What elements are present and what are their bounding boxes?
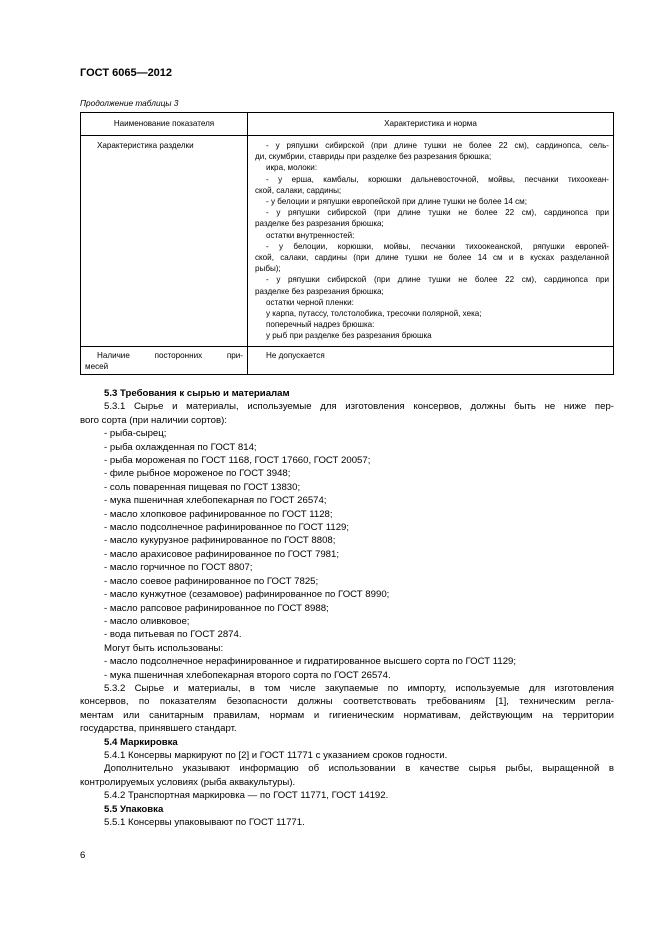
table-cell-value: Не допускается bbox=[266, 350, 325, 360]
table-cell-line: ди, скумбрии, ставриды при разделке без разрезания брюшка; bbox=[255, 152, 492, 162]
list-item: - масло кунжутное (сезамовое) рафинированное по ГОСТ 8990; bbox=[104, 589, 390, 601]
section-heading: 5.4 Маркировка bbox=[104, 736, 178, 748]
list-item: - масло подсолнечное рафинированное по ГОСТ 1129; bbox=[104, 522, 350, 534]
list-item: - масло рапсовое рафинированное по ГОСТ 8988; bbox=[104, 602, 329, 614]
list-item: - рыба-сырец; bbox=[104, 428, 167, 440]
row-name-cell bbox=[81, 346, 248, 374]
table-cell-line: ской, салаки, сардины (при длине тушки не более 14 см и в кусках разделанной bbox=[255, 253, 609, 263]
paragraph-line: 5.4.1 Консервы маркируют по [2] и ГОСТ 11771 с указанием сроков годности. bbox=[104, 749, 448, 761]
section-heading: 5.5 Упаковка bbox=[104, 803, 164, 815]
table-row bbox=[81, 346, 614, 374]
paragraph-line: консервов, по показателям безопасности должны соответствовать требованиям [1], техническим регла- bbox=[80, 696, 614, 708]
list-item: - масло оливковое; bbox=[104, 615, 190, 627]
list-item: - масло арахисовое рафинированное по ГОСТ 7981; bbox=[104, 548, 339, 560]
section-heading: 5.3 Требования к сырью и материалам bbox=[104, 388, 290, 399]
table-cell-line: у карпа, путассу, толстолобика, тресочки полярной, хека; bbox=[266, 309, 482, 319]
row-name: месей bbox=[85, 361, 109, 371]
table-cell-line: - у белоции и ряпушки европейской при длине тушки не более 14 см; bbox=[266, 197, 527, 207]
table-caption: Продолжение таблицы 3 bbox=[80, 98, 179, 108]
table-cell-line: разделке без разрезания брюшка; bbox=[255, 219, 384, 229]
list-item: - соль поваренная пищевая по ГОСТ 13830; bbox=[104, 481, 301, 493]
page-number: 6 bbox=[80, 850, 86, 861]
table-cell-line: поперечный надрез брюшка: bbox=[266, 320, 375, 330]
list-item: - рыба мороженая по ГОСТ 1168, ГОСТ 17660, ГОСТ 20057; bbox=[104, 455, 371, 467]
list-item: - масло горчичное по ГОСТ 8807; bbox=[104, 562, 253, 574]
paragraph-line: 5.5.1 Консервы упаковывают по ГОСТ 11771. bbox=[104, 817, 305, 828]
paragraph-line: Могут быть использованы: bbox=[104, 642, 224, 654]
table-cell-line: рыбы); bbox=[255, 264, 281, 274]
col-header-norm: Характеристика и норма bbox=[248, 113, 614, 136]
paragraph-line: вого сорта (при наличии сортов): bbox=[80, 414, 227, 426]
list-item: - рыба охлажденная по ГОСТ 814; bbox=[104, 441, 257, 453]
row-value-cell bbox=[248, 136, 614, 347]
row-value-cell bbox=[248, 346, 614, 374]
paragraph-line: 5.3.1 Сырье и материалы, используемые для изготовления консервов, должны быть не ниже пер- bbox=[104, 401, 614, 413]
row-name-cell bbox=[81, 136, 248, 347]
list-item: - масло кукурузное рафинированное по ГОСТ 8808; bbox=[104, 535, 336, 547]
table-cell-line: остатки внутренностей: bbox=[266, 230, 355, 240]
col-header-indicator: Наименование показателя bbox=[81, 113, 248, 136]
paragraph-line: 5.3.2 Сырье и материалы, в том числе закупаемые по импорту, используемые для изготовления bbox=[104, 682, 614, 694]
table-cell-line: - у ряпушки сибирской (при длине тушки не более 22 см), сардинопса, сель- bbox=[266, 141, 609, 150]
table-cell-line: - у белоции, корюшки, мойвы, песчанки тихоокеанской, ряпушки европей- bbox=[266, 241, 609, 251]
paragraph-line: 5.4.2 Транспортная маркировка — по ГОСТ 11771, ГОСТ 14192. bbox=[104, 790, 389, 802]
list-item: - масло подсолнечное нерафинированное и гидратированное высшего сорта по ГОСТ 1129; bbox=[104, 656, 517, 668]
paragraph-line: Дополнительно указывают информацию об использовании в качестве сырья рыбы, выращенной в bbox=[104, 763, 614, 775]
table-header-row bbox=[81, 113, 614, 136]
table-cell-line: у рыб при разделке без разрезания брюшка bbox=[266, 331, 432, 341]
table-cell-line: разделке без разрезания брюшка; bbox=[255, 286, 384, 296]
table-cell-line: - у ряпушки сибирской (при длине тушки не более 22 см), сардинопса при bbox=[266, 275, 609, 285]
table-cell-line: - у ряпушки сибирской (при длине тушки не более 22 см), сардинопса при bbox=[266, 208, 609, 218]
list-item: - вода питьевая по ГОСТ 2874. bbox=[104, 629, 242, 641]
paragraph-line: контролируемых условиях (рыба аквакультуры). bbox=[80, 776, 296, 788]
row-name: Характеристика разделки bbox=[97, 141, 194, 150]
table-cell-line: остатки черной пленки: bbox=[266, 297, 354, 307]
table-cell-line: ской, салаки, сардины; bbox=[255, 185, 342, 195]
list-item: - масло хлопковое рафинированное по ГОСТ 1128; bbox=[104, 508, 333, 520]
row-name: Наличие посторонних при- bbox=[97, 350, 243, 360]
list-item: - филе рыбное мороженое по ГОСТ 3948; bbox=[104, 468, 291, 480]
paragraph-line: ментам или санитарным правилам, нормам и гигиеническим нормативам, действующим на территории bbox=[80, 709, 614, 721]
table-cell-line: икра, молоки: bbox=[266, 163, 318, 173]
characteristics-table bbox=[80, 112, 614, 375]
list-item: - мука пшеничная хлебопекарная по ГОСТ 26574; bbox=[104, 495, 327, 507]
document-body bbox=[80, 387, 614, 829]
document-header: ГОСТ 6065—2012 bbox=[80, 67, 173, 79]
list-item: - мука пшеничная хлебопекарная второго сорта по ГОСТ 26574. bbox=[104, 669, 391, 681]
list-item: - масло соевое рафинированное по ГОСТ 7825; bbox=[104, 575, 319, 587]
paragraph-line: государства, принявшего стандарт. bbox=[80, 723, 237, 735]
table-cell-line: - у ерша, камбалы, корюшки дальневосточной, мойвы, песчанки тихоокеан- bbox=[266, 174, 609, 184]
table-row bbox=[81, 136, 614, 347]
